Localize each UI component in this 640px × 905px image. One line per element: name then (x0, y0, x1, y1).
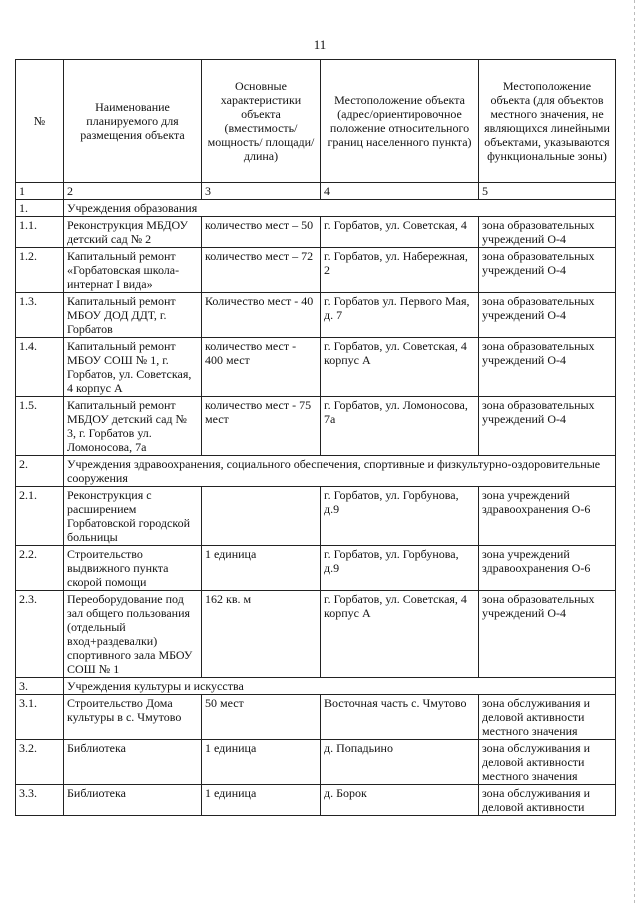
column-number: 5 (479, 183, 616, 200)
table-row (16, 785, 616, 816)
header-location: Местоположение объекта (адрес/ориентировочное положение относительного границ населенного пункта) (321, 60, 479, 183)
object-spec: количество мест – 72 (202, 248, 321, 293)
object-name: Капитальный ремонт МБОУ СОШ № 1, г. Горбатов, ул. Советская, 4 корпус А (64, 338, 202, 397)
object-location: Восточная часть с. Чмутово (321, 695, 479, 740)
object-location: г. Горбатов, ул. Горбунова, д.9 (321, 546, 479, 591)
object-zone: зона учреждений здравоохранения О-6 (479, 487, 616, 546)
table-row (16, 248, 616, 293)
object-location: г. Горбатов, ул. Горбунова, д.9 (321, 487, 479, 546)
table-row (16, 591, 616, 678)
table-row (16, 546, 616, 591)
object-zone: зона обслуживания и деловой активности (479, 785, 616, 816)
object-location: г. Горбатов, ул. Советская, 4 корпус А (321, 591, 479, 678)
table-row (16, 293, 616, 338)
header-functional-zone: Местоположение объекта (для объектов местного значения, не являющихся линейными объектами, указываются функциональные зоны) (479, 60, 616, 183)
table-row (16, 338, 616, 397)
section-title: Учреждения образования (64, 200, 616, 217)
object-name: Капитальный ремонт МБОУ ДОД ДДТ, г. Горбатов (64, 293, 202, 338)
object-zone: зона образовательных учреждений О-4 (479, 217, 616, 248)
column-number: 1 (16, 183, 64, 200)
object-zone: зона образовательных учреждений О-4 (479, 248, 616, 293)
section-row (16, 456, 616, 487)
table-row (16, 740, 616, 785)
object-location: г. Горбатов, ул. Советская, 4 корпус А (321, 338, 479, 397)
row-number: 1.1. (16, 217, 64, 248)
header-object-name: Наименование планируемого для размещения объекта (64, 60, 202, 183)
header-number: № (16, 60, 64, 183)
row-number: 1.3. (16, 293, 64, 338)
row-number: 3.1. (16, 695, 64, 740)
object-name: Строительство Дома культуры в с. Чмутово (64, 695, 202, 740)
table-header-row (16, 60, 616, 183)
object-name: Реконструкция с расширением Горбатовской городской больницы (64, 487, 202, 546)
object-spec: 162 кв. м (202, 591, 321, 678)
object-spec: 1 единица (202, 546, 321, 591)
scan-edge-artifact (634, 0, 635, 905)
column-number: 2 (64, 183, 202, 200)
row-number: 3.3. (16, 785, 64, 816)
object-zone: зона образовательных учреждений О-4 (479, 397, 616, 456)
object-zone: зона учреждений здравоохранения О-6 (479, 546, 616, 591)
object-spec: количество мест – 50 (202, 217, 321, 248)
section-row (16, 200, 616, 217)
object-zone: зона образовательных учреждений О-4 (479, 591, 616, 678)
row-number: 3.2. (16, 740, 64, 785)
section-row (16, 678, 616, 695)
table-row (16, 487, 616, 546)
object-location: д. Борок (321, 785, 479, 816)
column-number: 4 (321, 183, 479, 200)
section-number: 2. (16, 456, 64, 487)
object-spec: количество мест - 75 мест (202, 397, 321, 456)
object-spec: количество мест - 400 мест (202, 338, 321, 397)
object-location: д. Попадьино (321, 740, 479, 785)
object-name: Капитальный ремонт «Горбатовская школа-интернат I вида» (64, 248, 202, 293)
row-number: 2.3. (16, 591, 64, 678)
table-row (16, 217, 616, 248)
object-spec: 1 единица (202, 785, 321, 816)
object-name: Библиотека (64, 785, 202, 816)
row-number: 1.4. (16, 338, 64, 397)
row-number: 1.2. (16, 248, 64, 293)
column-number: 3 (202, 183, 321, 200)
object-spec: 1 единица (202, 740, 321, 785)
row-number: 2.2. (16, 546, 64, 591)
object-location: г. Горбатов, ул. Советская, 4 (321, 217, 479, 248)
table-row (16, 695, 616, 740)
object-name: Переоборудование под зал общего пользования (отдельный вход+раздевалки) спортивного зала МБОУ СОШ № 1 (64, 591, 202, 678)
column-numbers-row (16, 183, 616, 200)
section-title: Учреждения культуры и искусства (64, 678, 616, 695)
row-number: 2.1. (16, 487, 64, 546)
row-number: 1.5. (16, 397, 64, 456)
object-name: Строительство выдвижного пункта скорой помощи (64, 546, 202, 591)
object-zone: зона образовательных учреждений О-4 (479, 338, 616, 397)
object-location: г. Горбатов, ул. Набережная, 2 (321, 248, 479, 293)
object-zone: зона образовательных учреждений О-4 (479, 293, 616, 338)
object-location: г. Горбатов, ул. Ломоносова, 7а (321, 397, 479, 456)
object-zone: зона обслуживания и деловой активности местного значения (479, 695, 616, 740)
section-number: 3. (16, 678, 64, 695)
object-spec: 50 мест (202, 695, 321, 740)
object-name: Капитальный ремонт МБДОУ детский сад № 3, г. Горбатов ул. Ломоносова, 7а (64, 397, 202, 456)
object-spec (202, 487, 321, 546)
section-number: 1. (16, 200, 64, 217)
header-characteristics: Основные характеристики объекта (вместимость/ мощность/ площади/ длина) (202, 60, 321, 183)
object-name: Реконструкция МБДОУ детский сад № 2 (64, 217, 202, 248)
page-number: 11 (313, 37, 327, 52)
planning-objects-table (15, 59, 616, 816)
object-spec: Количество мест - 40 (202, 293, 321, 338)
object-name: Библиотека (64, 740, 202, 785)
object-zone: зона обслуживания и деловой активности местного значения (479, 740, 616, 785)
object-location: г. Горбатов ул. Первого Мая, д. 7 (321, 293, 479, 338)
table-row (16, 397, 616, 456)
section-title: Учреждения здравоохранения, социального обеспечения, спортивные и физкультурно-оздоровительные сооружения (64, 456, 616, 487)
